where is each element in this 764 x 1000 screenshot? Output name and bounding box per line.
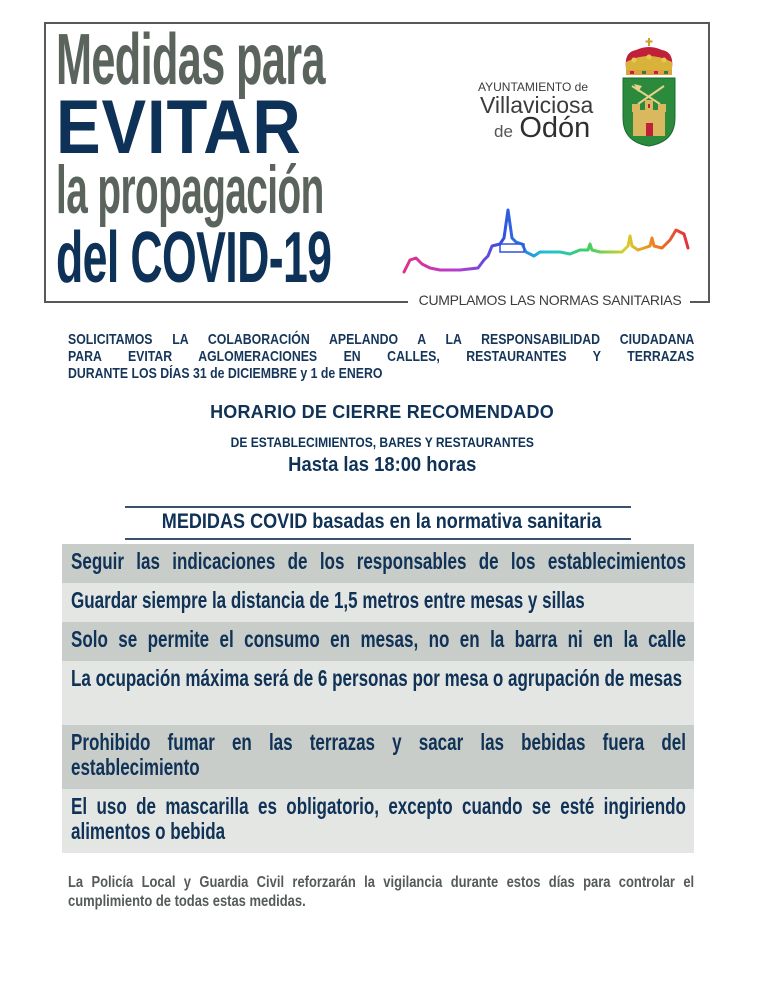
intro-line-1: SOLICITAMOS LA COLABORACIÓN APELANDO A LA RESPONSABILIDAD CIUDADANA [68, 331, 695, 348]
horario-subtitle [0, 434, 764, 450]
municipality-line-1: AYUNTAMIENTO de [478, 80, 589, 94]
intro-paragraph [68, 331, 694, 382]
medidas-list [62, 544, 694, 853]
horario-subtitle-text: DE ESTABLECIMIENTOS, BARES Y RESTAURANTES [230, 434, 534, 450]
heading-rule-bottom [125, 538, 631, 540]
rainbow-skyline-illustration [400, 200, 690, 280]
list-item-text: Guardar siempre la distancia de 1,5 metros entre mesas y sillas [71, 587, 585, 613]
list-item-text: La ocupación máxima será de 6 personas por mesa o agrupación de mesas [71, 665, 683, 691]
horario-title: HORARIO DE CIERRE RECOMENDADO [210, 402, 554, 422]
title-line-3: la propagación [56, 152, 324, 228]
frame-bottom-border-right [690, 301, 710, 303]
municipality-line-3-main: Odón [519, 112, 591, 144]
footer-note [68, 873, 694, 911]
title-line-4: del COVID-19 [56, 218, 332, 298]
medidas-heading-text [162, 510, 602, 534]
list-item-text: Seguir las indicaciones de los responsables de los establecimientos [71, 548, 686, 574]
list-item [62, 661, 694, 725]
list-item-text: El uso de mascarilla es obligatorio, excepto cuando se esté ingiriendo alimentos o bebida [71, 793, 686, 844]
list-item [62, 725, 694, 789]
list-item [62, 583, 694, 622]
slogan: CUMPLAMOS LAS NORMAS SANITARIAS [414, 291, 686, 309]
medidas-heading [0, 510, 764, 534]
medidas-heading-bold: MEDIDAS COVID [162, 510, 308, 533]
title-line-2: EVITAR [56, 85, 302, 170]
medidas-heading-rest: basadas en la normativa sanitaria [307, 510, 602, 533]
list-item [62, 622, 694, 661]
municipality-line-3-prefix: de [494, 122, 513, 141]
horario-time [0, 454, 764, 477]
list-item-text: Prohibido fumar en las terrazas y sacar las bebidas fuera del establecimiento [71, 729, 686, 780]
heading-rule-top [125, 506, 631, 508]
footer-note-text: La Policía Local y Guardia Civil reforzarán la vigilancia durante estos días para controlar el cumplimiento de todas estas medidas. [68, 874, 695, 910]
coat-of-arms-icon [620, 38, 678, 148]
horario-time-text: Hasta las 18:00 horas [287, 454, 477, 476]
frame-bottom-border-left [44, 301, 408, 303]
poster-title [56, 20, 386, 298]
intro-line-2: PARA EVITAR AGLOMERACIONES EN CALLES, RESTAURANTES Y TERRAZAS [68, 348, 695, 365]
municipality-line-3 [494, 112, 618, 144]
title-line-1: Medidas para [56, 20, 325, 100]
intro-line-3: DURANTE LOS DÍAS 31 de DICIEMBRE y 1 de ENERO [68, 365, 383, 382]
municipality-logo-text [478, 80, 618, 144]
list-item-text: Solo se permite el consumo en mesas, no en la barra ni en la calle [71, 626, 686, 652]
municipality-line-2: Villaviciosa [480, 92, 594, 118]
list-item [62, 544, 694, 583]
list-item [62, 789, 694, 853]
